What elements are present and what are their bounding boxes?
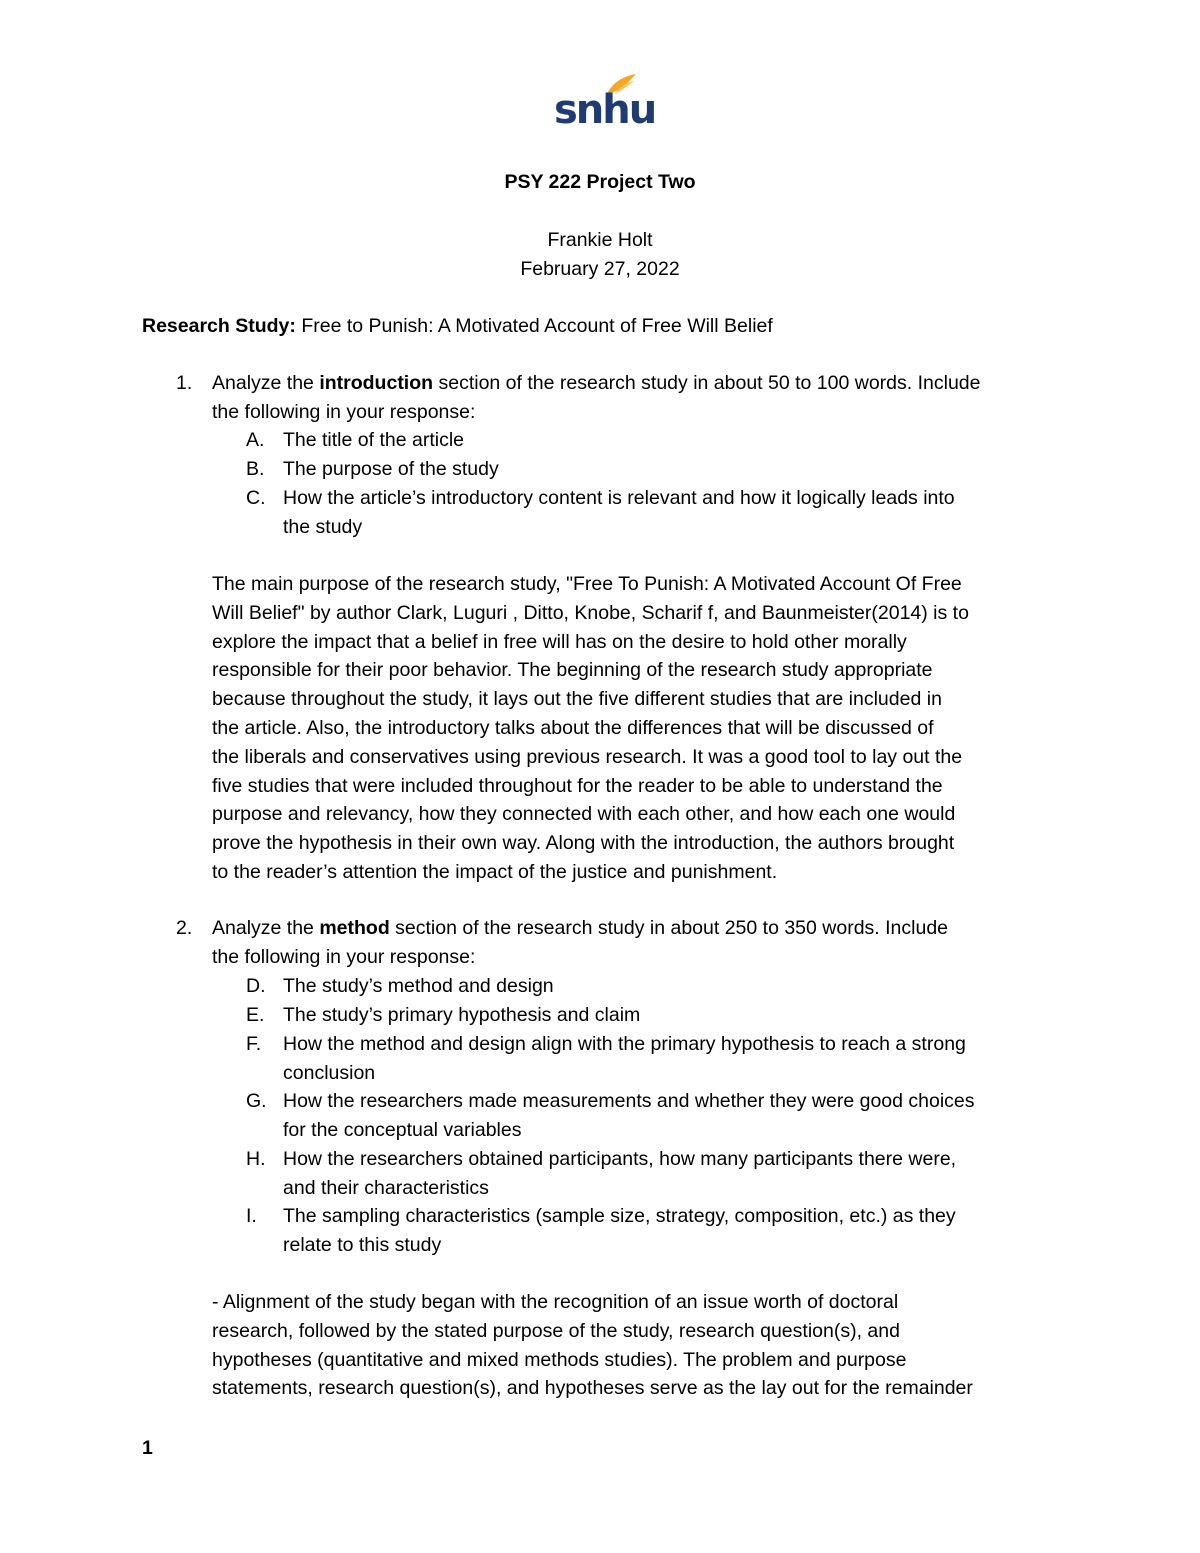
list-item-text <box>283 484 1063 542</box>
answer-line: purpose and relevancy, how they connected with each other, and how each one would <box>212 803 956 826</box>
question-2-prompt <box>212 914 1072 972</box>
research-study-line <box>142 312 773 340</box>
research-study-title: Free to Punish: A Motivated Account of Free Will Belief <box>301 315 773 337</box>
question-2-keyword: method <box>319 917 390 939</box>
question-2-line2: the following in your response: <box>212 945 476 968</box>
list-item-line: the study <box>283 515 363 538</box>
answer-line: responsible for their poor behavior. The beginning of the research study appropriate <box>212 659 933 682</box>
list-item-text <box>283 1202 1063 1260</box>
author-name: Frankie Holt <box>547 229 653 251</box>
question-1-line1-rest: section of the research study in about 50 to 100 words. Include <box>433 372 981 394</box>
list-item-text <box>283 1030 1063 1088</box>
list-item-line: relate to this study <box>283 1233 442 1256</box>
list-item-letter: I. <box>246 1205 257 1227</box>
list-item-text <box>283 1145 1063 1203</box>
list-item-letter: G. <box>246 1090 267 1112</box>
answer-line: to the reader’s attention the impact of the justice and punishment. <box>212 860 778 883</box>
list-item-text: The study’s method and design <box>283 975 554 997</box>
question-1-prefix: Analyze the <box>212 372 320 394</box>
question-1-line2: the following in your response: <box>212 400 476 423</box>
question-1-number: 1. <box>176 372 193 394</box>
list-item-letter: E. <box>246 1004 265 1026</box>
list-item-text <box>283 1087 1063 1145</box>
question-1-answer <box>212 570 1072 887</box>
list-item-text: The title of the article <box>283 429 465 451</box>
answer-line: The main purpose of the research study, "Free To Punish: A Motivated Account Of Free <box>212 573 962 595</box>
question-2-prefix: Analyze the <box>212 917 320 939</box>
list-item-text: The purpose of the study <box>283 458 499 480</box>
question-1-keyword: introduction <box>319 372 434 394</box>
list-item-line: The sampling characteristics (sample size, strategy, composition, etc.) as they <box>283 1205 956 1227</box>
list-item-letter: H. <box>246 1148 266 1170</box>
question-2-line1-rest: section of the research study in about 250 to 350 words. Include <box>389 917 949 939</box>
snhu-logo <box>554 72 656 134</box>
answer-line: the article. Also, the introductory talks about the differences that will be discussed of <box>212 716 934 739</box>
list-item-line: for the conceptual variables <box>283 1118 522 1141</box>
list-item-line: How the researchers made measurements and whether they were good choices <box>283 1090 975 1112</box>
answer-line: - Alignment of the study began with the recognition of an issue worth of doctoral <box>212 1291 899 1313</box>
answer-line: five studies that were included throughout for the reader to be able to understand the <box>212 774 943 797</box>
question-2-number: 2. <box>176 917 193 939</box>
logo-wordmark: snhu <box>554 87 656 133</box>
list-item-line: How the method and design align with the primary hypothesis to reach a strong <box>283 1033 966 1055</box>
answer-line: hypotheses (quantitative and mixed methods studies). The problem and purpose <box>212 1348 907 1371</box>
answer-line: the liberals and conservatives using previous research. It was a good tool to lay out the <box>212 745 963 768</box>
page-number: 1 <box>142 1437 153 1459</box>
question-2-answer <box>212 1288 1072 1403</box>
list-item-letter: D. <box>246 975 266 997</box>
answer-line: because throughout the study, it lays out the five different studies that are included in <box>212 688 942 711</box>
list-item-line: conclusion <box>283 1061 376 1084</box>
answer-line: statements, research question(s), and hypotheses serve as the lay out for the remainder <box>212 1377 973 1400</box>
list-item-letter: B. <box>246 458 265 480</box>
answer-line: research, followed by the stated purpose of the study, research question(s), and <box>212 1319 900 1342</box>
question-1-prompt <box>212 369 1072 427</box>
list-item-line: How the researchers obtained participants, how many participants there were, <box>283 1148 957 1170</box>
research-study-label: Research Study: <box>142 315 296 337</box>
answer-line: Will Belief" by author Clark, Luguri , Ditto, Knobe, Scharif f, and Baunmeister(2014) is to <box>212 601 969 624</box>
document-date: February 27, 2022 <box>520 258 680 280</box>
document-title: PSY 222 Project Two <box>504 171 696 193</box>
list-item-line: and their characteristics <box>283 1176 489 1199</box>
list-item-letter: A. <box>246 429 265 451</box>
list-item-letter: F. <box>246 1033 262 1055</box>
answer-line: prove the hypothesis in their own way. Along with the introduction, the authors brought <box>212 832 955 855</box>
list-item-line: How the article’s introductory content is relevant and how it logically leads into <box>283 487 955 509</box>
answer-line: explore the impact that a belief in free will has on the desire to hold other morally <box>212 630 907 653</box>
list-item-text: The study’s primary hypothesis and claim <box>283 1004 641 1026</box>
list-item-letter: C. <box>246 487 266 509</box>
